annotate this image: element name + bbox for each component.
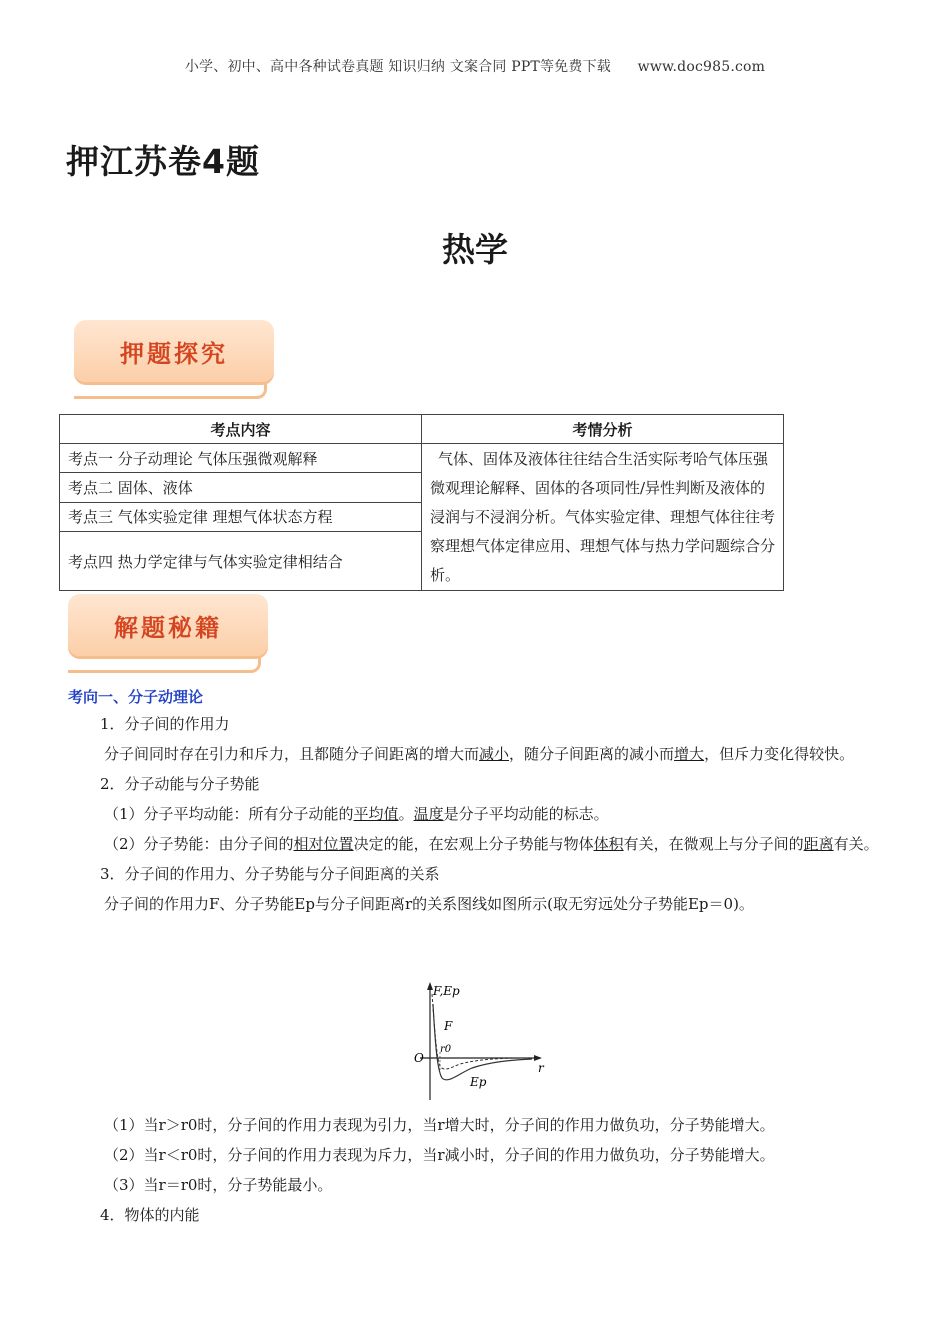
banner-label: 解题秘籍 [68,594,268,656]
paragraph-potential: （2）分子势能：由分子间的相对位置决定的能，在宏观上分子势能与物体体积有关，在微观上与分子间的距离有关。 [104,835,879,853]
banner-label: 押题探究 [74,320,274,382]
subsection-1-title: 1．分子间的作用力 [100,715,230,733]
subsection-4-title: 4．物体的内能 [100,1206,200,1224]
subsection-2-title: 2．分子动能与分子势能 [100,775,260,793]
table-header-analysis: 考情分析 [422,415,784,444]
section-body-top [68,709,883,919]
y-axis-label: F,Ep [433,984,460,998]
analysis-text: 气体、固体及液体往往结合生活实际考哈气体压强微观理论解释、固体的各项同性/异性判断及液体的浸润与不浸润分析。气体实验定律、理想气体往往考察理想气体定律应用、理想气体与热力学问题综合分析。 [430,450,776,584]
banner-tail-decoration [74,382,267,399]
x-axis-label: r [538,1061,544,1075]
force-label: F [444,1019,453,1033]
header-url[interactable]: www.doc985.com [637,59,766,75]
paragraph-force: 分子间同时存在引力和斥力，且都随分子间距离的增大而减小，随分子间距离的减小而增大，但斥力变化得较快。 [104,745,855,763]
exam-point-table [59,414,784,591]
table-row-point-2: 考点二 固体、液体 [60,473,422,502]
header-text: 小学、初中、高中各种试卷真题 知识归纳 文案合同 PPT等免费下载 [184,59,611,75]
table-analysis-cell [422,444,784,591]
table-row-point-3: 考点三 气体实验定律 理想气体状态方程 [60,502,422,531]
r0-label: r0 [440,1044,452,1055]
paragraph-relation: 分子间的作用力F、分子势能Ep与分子间距离r的关系图线如图所示(取无穷远处分子势能Ep＝0)。 [104,895,754,913]
origin-label: O [414,1051,424,1065]
banner-exam-analysis [74,320,274,399]
table-header-content: 考点内容 [60,415,422,444]
case-r-equal: （3）当r＝r0时，分子势能最小。 [104,1176,333,1194]
case-r-greater: （1）当r＞r0时，分子间的作用力表现为引力，当r增大时，分子间的作用力做负功，分子势能增大。 [104,1116,775,1134]
ep-label: Ep [470,1075,487,1089]
subsection-3-title: 3．分子间的作用力、分子势能与分子间距离的关系 [100,865,440,883]
section-body-bottom [68,1110,883,1230]
section-heading: 考向一、分子动理论 [68,688,204,706]
document-title: 押江苏卷4题 [66,142,260,181]
table-row-point-4: 考点四 热力学定律与气体实验定律相结合 [60,532,422,591]
subject-title: 热学 [442,230,508,269]
force-potential-graph [400,980,550,1104]
banner-tail-decoration [68,656,261,673]
table-row-point-1: 考点一 分子动理论 气体压强微观解释 [60,444,422,473]
page-header [0,56,950,76]
paragraph-kinetic: （1）分子平均动能：所有分子动能的平均值。温度是分子平均动能的标志。 [104,805,609,823]
banner-solution-tips [68,594,268,673]
case-r-less: （2）当r＜r0时，分子间的作用力表现为斥力，当r减小时，分子间的作用力做负功，分子势能增大。 [104,1146,775,1164]
